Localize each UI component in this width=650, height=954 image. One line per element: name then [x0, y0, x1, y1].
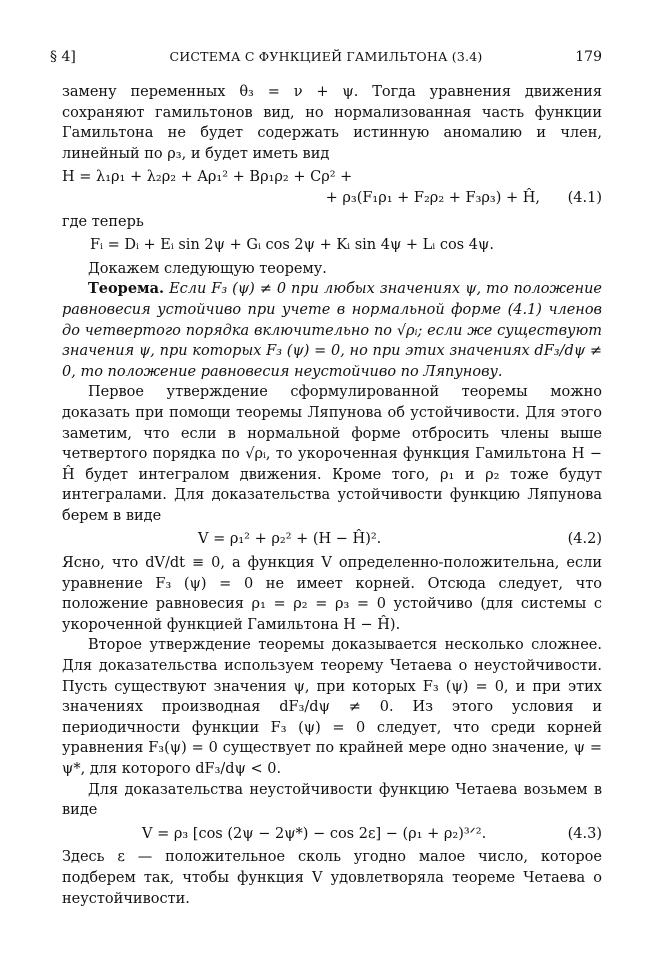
equation-4-1-line1: H = λ₁ρ₁ + λ₂ρ₂ + Aρ₁² + Bρ₁ρ₂ + Cρ² +	[62, 169, 353, 186]
equation-4-3	[62, 824, 602, 845]
theorem-text: Если F₃ (ψ) ≠ 0 при любых значениях ψ, то положение равновесия устойчиво при учете в нормальной форме (4.1) членов до четвертого порядка включительно по √ρᵢ; если же существуют значения ψ, при которых F₃ (ψ) = 0, но при этих значениях dF₃/dψ ≠ 0, то положение равновесия неустойчиво по Ляпунову.	[62, 281, 603, 380]
running-header	[50, 47, 602, 67]
paragraph-first-claim: Первое утверждение сформулированной теоремы можно доказать при помощи теоремы Ляпунова об устойчивости. Для этого заметим, что если в нормальной форме отбросить члены выше четвертого порядка по √ρᵢ, то укороченная функция Гамильтона H − Ĥ будет интегралом движения. Кроме того, ρ₁ и ρ₂ тоже будут интегралами. Для доказательства устойчивости функцию Ляпунова берем в виде	[62, 384, 602, 524]
equation-4-1-row2	[62, 188, 602, 209]
paragraph-chetaev: Для доказательства неустойчивости функцию Четаева возьмем в виде	[62, 781, 602, 819]
page-number: 179	[575, 49, 602, 65]
equation-4-1-number: (4.1)	[567, 189, 602, 206]
equation-fi: Fᵢ = Dᵢ + Eᵢ sin 2ψ + Gᵢ cos 2ψ + Kᵢ sin 4ψ + Lᵢ cos 4ψ.	[90, 237, 494, 254]
equation-4-3-body: V = ρ₃ [cos (2ψ − 2ψ*) − cos 2ε] − (ρ₁ + ρ₂)³ᐟ².	[142, 825, 487, 842]
prove-statement: Докажем следующую теорему.	[88, 260, 327, 277]
page-body	[62, 82, 602, 909]
paragraph-epsilon: Здесь ε — положительное сколь угодно малое число, которое подберем так, чтобы функция V удовлетворяла теореме Четаева о неустойчивости.	[62, 849, 602, 907]
paragraph-stability: Ясно, что dV/dt ≡ 0, а функция V определенно-положительна, если уравнение F₃ (ψ) = 0 не имеет корней. Отсюда следует, что положение равновесия ρ₁ = ρ₂ = ρ₃ = 0 устойчиво (для системы с укороченной функцией Гамильтона H − Ĥ).	[62, 555, 602, 633]
equation-4-3-number: (4.3)	[567, 825, 602, 842]
paragraph-intro: замену переменных θ₃ = ν + ψ. Тогда уравнения движения сохраняют гамильтонов вид, но нормализованная часть функции Гамильтона не будет содержать истинную аномалию и член, линейный по ρ₃, и будет иметь вид	[62, 84, 602, 162]
equation-4-1-line2: + ρ₃(F₁ρ₁ + F₂ρ₂ + F₃ρ₃) + Ĥ,	[325, 189, 540, 206]
section-marker: § 4]	[50, 49, 76, 65]
theorem-lead: Теорема.	[88, 280, 165, 298]
running-title: СИСТЕМА С ФУНКЦИЕЙ ГАМИЛЬТОНА (3.4)	[169, 49, 483, 64]
theorem	[62, 279, 602, 382]
equation-4-2	[62, 529, 602, 550]
paragraph-second-claim: Второе утверждение теоремы доказывается несколько сложнее. Для доказательства используем теорему Четаева о неустойчивости. Пусть существуют значения ψ, при которых F₃ (ψ) = 0, и при этих значениях производная dF₃/dψ ≠ 0. Из этого условия и периодичности функции F₃ (ψ) = 0 следует, что среди корней уравнения F₃(ψ) = 0 существует по крайней мере одно значение, ψ = ψ*, для которого dF₃/dψ < 0.	[62, 637, 602, 777]
where-now: где теперь	[62, 213, 144, 230]
equation-4-1	[62, 167, 602, 208]
equation-4-2-body: V = ρ₁² + ρ₂² + (H − Ĥ)².	[198, 531, 382, 548]
equation-4-2-number: (4.2)	[567, 531, 602, 548]
